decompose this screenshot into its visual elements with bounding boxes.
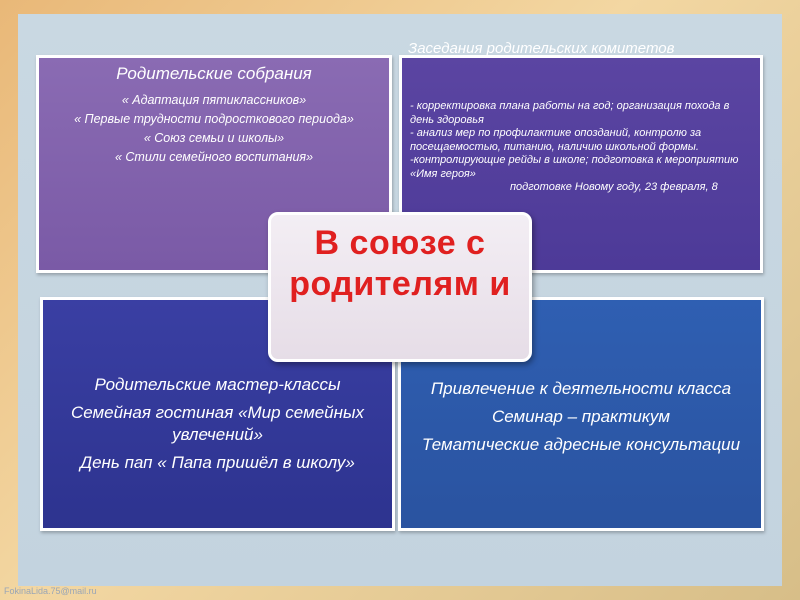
list-item: Родительские мастер-классы [94, 375, 341, 394]
author-email: FokinaLida.75@mail.ru [4, 586, 97, 596]
list-item: Привлечение к деятельности класса [430, 379, 732, 398]
parent-meetings-list [59, 92, 369, 168]
class-activities-list [415, 378, 747, 462]
list-item: Семейная гостиная «Мир семейных увлечений» [70, 403, 365, 444]
central-title-box [268, 212, 532, 362]
master-classes-list [53, 374, 382, 480]
list-item: подготовке Новому году, 23 февраля, 8 [510, 181, 718, 193]
list-item: -контролирующие рейды в школе; подготовка к мероприятию «Имя героя» [410, 154, 739, 180]
list-item: Тематические адресные консультации [421, 435, 741, 454]
list-item: « Союз семьи и школы» [143, 131, 285, 145]
list-item: - корректировка плана работы на год; организация похода в день здоровья [410, 100, 730, 126]
parent-meetings-title: Родительские собрания [116, 64, 312, 83]
committee-meetings-list [410, 100, 750, 195]
list-item: - анализ мер по профилактике опозданий, контролю за посещаемостью, питанию, наличию школьной формы. [410, 127, 702, 153]
committee-meetings-title: Заседания родительских комитетов [408, 40, 675, 57]
list-item: « Первые трудности подросткового периода» [74, 112, 354, 126]
list-item: День пап « Папа пришёл в школу» [80, 453, 355, 472]
list-item: « Стили семейного воспитания» [114, 150, 314, 164]
list-item: Семинар – практикум [491, 407, 671, 426]
central-title: В союзе с родителям и [289, 224, 511, 303]
list-item: « Адаптация пятиклассников» [121, 93, 307, 107]
